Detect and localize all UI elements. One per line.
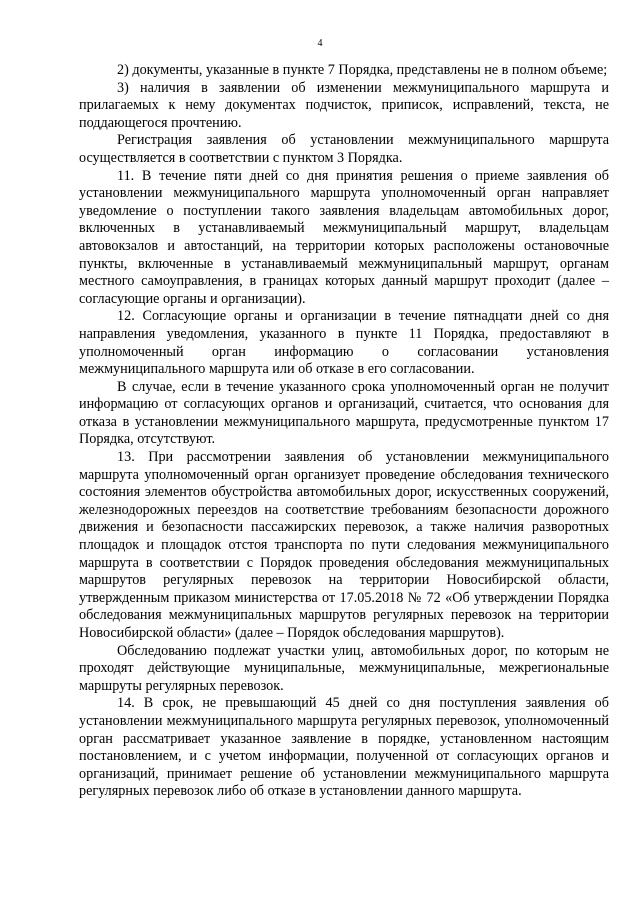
document-body	[79, 62, 609, 801]
paragraph-clause-13: 13. При рассмотрении заявления об установлении межмуниципального маршрута уполномоченный орган организует проведение обследования технического состояния элементов обустройства автомобильных дорог, искусственных сооружений, железнодорожных переездов на соответствие требованиям безопасности дорожного движения и безопасности пассажирских перевозок, а также наличия разворотных площадок и площадок отстоя транспорта по пути следования межмуниципального маршрута в соответствии с Порядок проведения обследования межмуниципальных маршрутов регулярных перевозок на территории Новосибирской области, утвержденным приказом министерства от 17.05.2018 № 72 «Об утверждении Порядка обследования межмуниципальных маршрутов регулярных перевозок на территории Новосибирской области» (далее – Порядок обследования маршрутов).	[79, 449, 609, 641]
paragraph-clause-12: 12. Согласующие органы и организации в течение пятнадцати дней со дня направления уведомления, указанного в пункте 11 Порядка, предоставляют в уполномоченный орган информацию о согласовании установления межмуниципального маршрута или об отказе в его согласовании.	[79, 308, 609, 378]
paragraph-registration: Регистрация заявления об установлении межмуниципального маршрута осуществляется в соответствии с пунктом 3 Порядка.	[79, 132, 609, 166]
paragraph-inspection-scope: Обследованию подлежат участки улиц, автомобильных дорог, по которым не проходят действующие муниципальные, межмуниципальные, межрегиональные маршруты регулярных перевозок.	[79, 642, 609, 694]
paragraph-clause-14: 14. В срок, не превышающий 45 дней со дня поступления заявления об установлении межмуниципального маршрута регулярных перевозок, уполномоченный орган рассматривает указанное заявление в порядке, установленном настоящим постановлением, и с учетом информации, полученной от согласующих органов и организаций, принимает решение об установлении межмуниципального маршрута регулярных перевозок либо об отказе в установлении данного маршрута.	[79, 695, 609, 800]
paragraph-clause-11: 11. В течение пяти дней со дня принятия решения о приеме заявления об установлении межмуниципального маршрута уполномоченный орган направляет уведомление о поступлении такого заявления владельцам автомобильных дорог, включенных в устанавливаемый межмуниципальный маршрут, владельцам автовокзалов и автостанций, на территории которых расположены остановочные пункты, включенные в устанавливаемый межмуниципальный маршрут, органам местного самоуправления, в границах которых данный маршрут проходит (далее – согласующие органы и организации).	[79, 167, 609, 307]
paragraph-item-3-corrections: 3) наличия в заявлении об изменении межмуниципального маршрута и прилагаемых к нему документах подчисток, приписок, исправлений, текста, не поддающегося прочтению.	[79, 79, 609, 131]
paragraph-item-2-incomplete-documents: 2) документы, указанные в пункте 7 Порядка, представлены не в полном объеме;	[117, 62, 608, 78]
paragraph-no-response: В случае, если в течение указанного срока уполномоченный орган не получит информацию от согласующих органов и организаций, считается, что основания для отказа в установлении межмуниципального маршрута, предусмотренные пунктом 17 Порядка, отсутствуют.	[79, 378, 609, 448]
page-number: 4	[317, 38, 323, 49]
